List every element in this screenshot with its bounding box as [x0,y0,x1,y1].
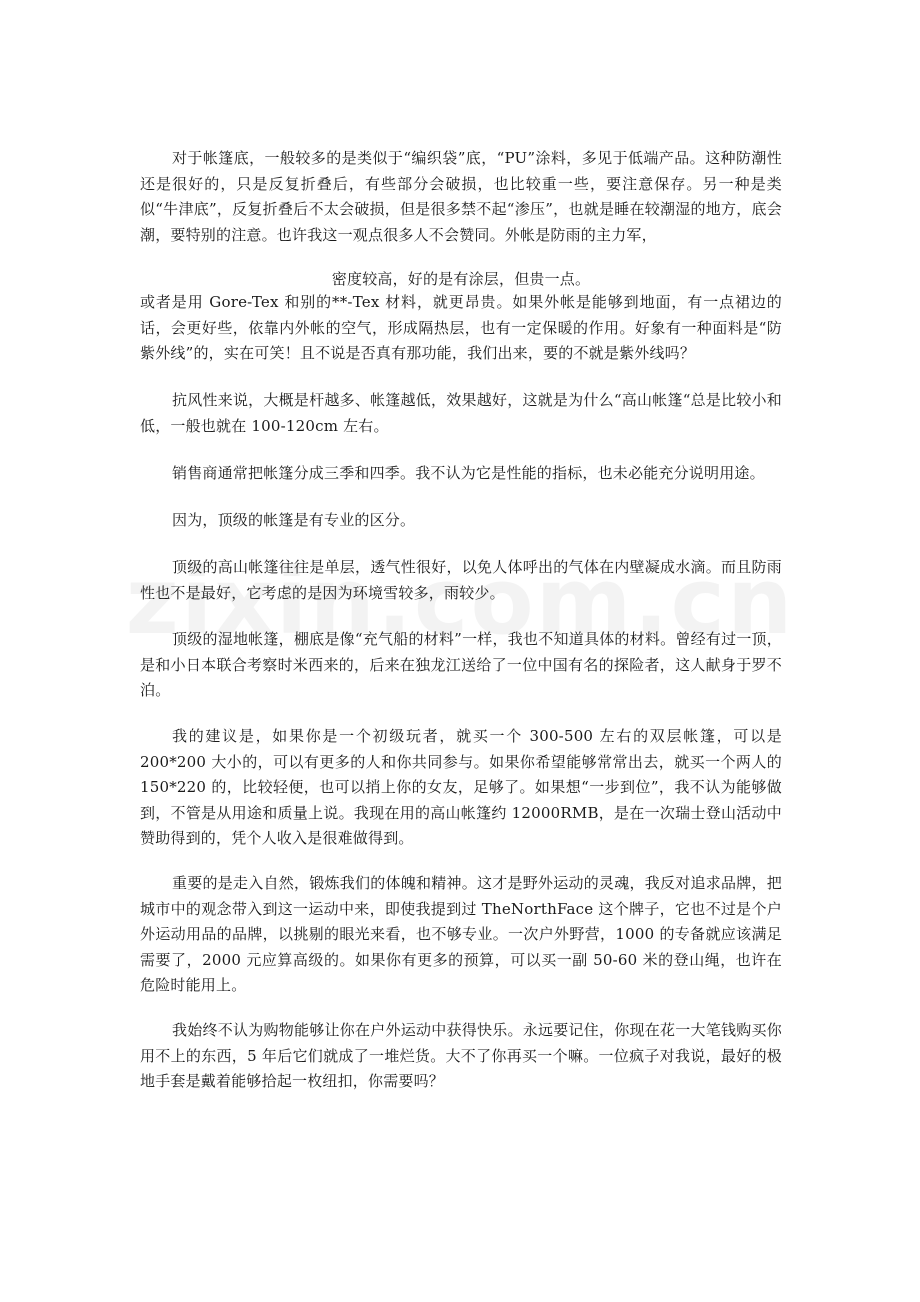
paragraph-top-tier: 因为，顶级的帐篷是有专业的区分。 [172,511,416,529]
paragraph-nature: 重要的是走入自然，锻炼我们的体魄和精神。这才是野外运动的灵魂，我反对追求品牌，把城市中的观念带入到这一运动中来，即使我提到过 TheNorthFace 这个牌子，它也不过是个户外运动用品的品牌，以挑剔的眼光来看，也不够专业。一次户外野营，1000 的专备就应该满足需要了，2000 元应算高级的。如果你有更多的预算，可以买一副 50-60 米的登山绳，也许在危险时能用上。 [140,874,782,994]
paragraph-tent-floor: 对于帐篷底，一般较多的是类似于“编织袋”底，“PU”涂料，多见于低端产品。这种防潮性还是很好的，只是反复折叠后，有些部分会破损，也比较重一些，要注意保存。另一种是类似“牛津底”，反复折叠后不太会破损，但是很多禁不起“渗压”，也就是睡在较潮湿的地方，底会潮，要特别的注意。也许我这一观点很多人不会赞同。外帐是防雨的主力军， [140,149,782,244]
paragraph-alpine-tent: 顶级的高山帐篷往往是单层，透气性很好，以免人体呼出的气体在内壁凝成水滴。而且防雨性也不是最好，它考虑的是因为环境雪较多，雨较少。 [140,558,782,602]
paragraph-gore-tex: 或者是用 Gore-Tex 和别的**-Tex 材料，就更昂贵。如果外帐是能够到地面，有一点裙边的话，会更好些，依靠内外帐的空气，形成隔热层，也有一定保暖的作用。好象有一种面料是“防紫外线”的，实在可笑！且不说是否真有那功能，我们出来，要的不就是紫外线吗？ [140,293,782,362]
paragraph-fly-density: 密度较高，好的是有涂层，但贵一点。 [331,270,591,288]
paragraph-wind-resistance: 抗风性来说，大概是杆越多、帐篷越低，效果越好，这就是为什么“高山帐篷“总是比较小和低，一般也就在 100-120cm 左右。 [140,391,782,435]
paragraph-wetland-tent: 顶级的湿地帐篷，棚底是像“充气船的材料”一样，我也不知道具体的材料。曾经有过一顶，是和小日本联合考察时米西来的，后来在独龙江送给了一位中国有名的探险者，这人献身于罗不泊。 [140,630,782,699]
paragraph-shopping: 我始终不认为购物能够让你在户外运动中获得快乐。永远要记住，你现在花一大笔钱购买你用不上的东西，5 年后它们就成了一堆烂货。大不了你再买一个嘛。一位疯子对我说，最好的极地手套是戴着能够拾起一枚纽扣，你需要吗？ [140,1021,782,1090]
paragraph-seasons: 销售商通常把帐篷分成三季和四季。我不认为它是性能的指标，也未必能充分说明用途。 [172,464,765,482]
paragraph-advice: 我的建议是，如果你是一个初级玩者，就买一个 300-500 左右的双层帐篷，可以是 200*200 大小的，可以有更多的人和你共同参与。如果你希望能够常常出去，就买一个两人的 150*220 的，比较轻便，也可以捎上你的女友，足够了。如果想“一步到位”，我不认为能够做到，不管是从用途和质量上说。我现在用的高山帐篷约 12000RMB，是在一次瑞士登山活动中赞助得到的，凭个人收入是很难做得到。 [140,727,782,847]
